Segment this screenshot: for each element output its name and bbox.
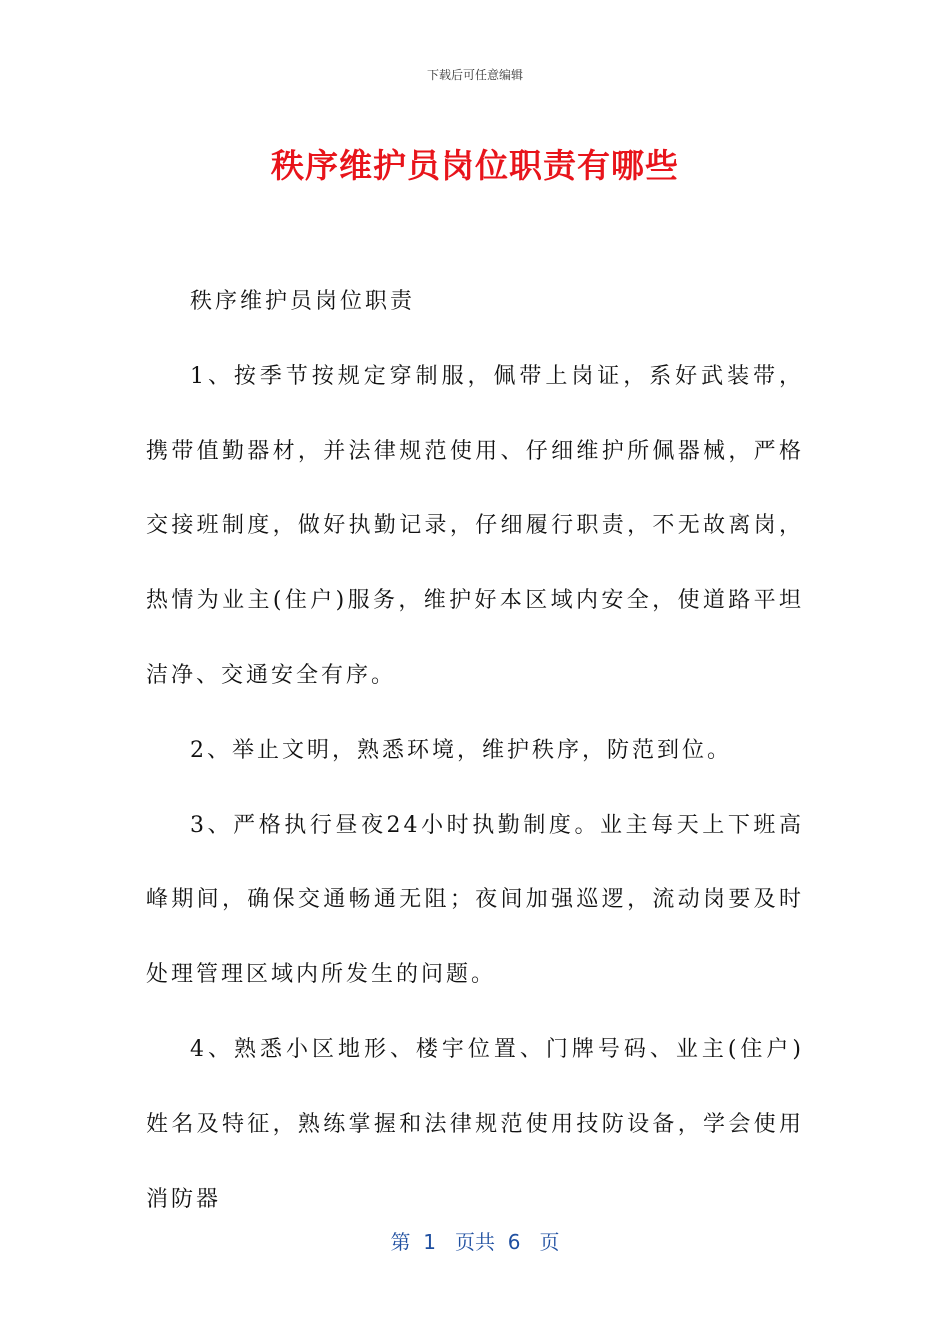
header-note: 下载后可任意编辑 xyxy=(426,68,523,82)
paragraph-item-4: 4、熟悉小区地形、楼宇位置、门牌号码、业主(住户)姓名及特征，熟练掌握和法律规范使用技防设备，学会使用消防器 xyxy=(146,1036,804,1212)
page-number-footer: 第 1 页共 6 页 xyxy=(390,1230,560,1254)
document-title: 秩序维护员岗位职责有哪些 xyxy=(271,146,679,185)
paragraph-item-2: 2、举止文明，熟悉环境，维护秩序，防范到位。 xyxy=(190,737,732,763)
paragraph-heading: 秩序维护员岗位职责 xyxy=(190,289,416,314)
paragraph-item-3: 3、严格执行昼夜24小时执勤制度。业主每天上下班高峰期间，确保交通畅通无阻；夜间加强巡逻，流动岗要及时处理管理区域内所发生的问题。 xyxy=(146,812,804,988)
document-body xyxy=(146,265,804,1237)
paragraph-item-1: 1、按季节按规定穿制服，佩带上岗证，系好武装带，携带值勤器材，并法律规范使用、仔细维护所佩器械，严格交接班制度，做好执勤记录，仔细履行职责，不无故离岗，热情为业主(住户)服务，维护好本区域内安全，使道路平坦洁净、交通安全有序。 xyxy=(146,363,804,688)
